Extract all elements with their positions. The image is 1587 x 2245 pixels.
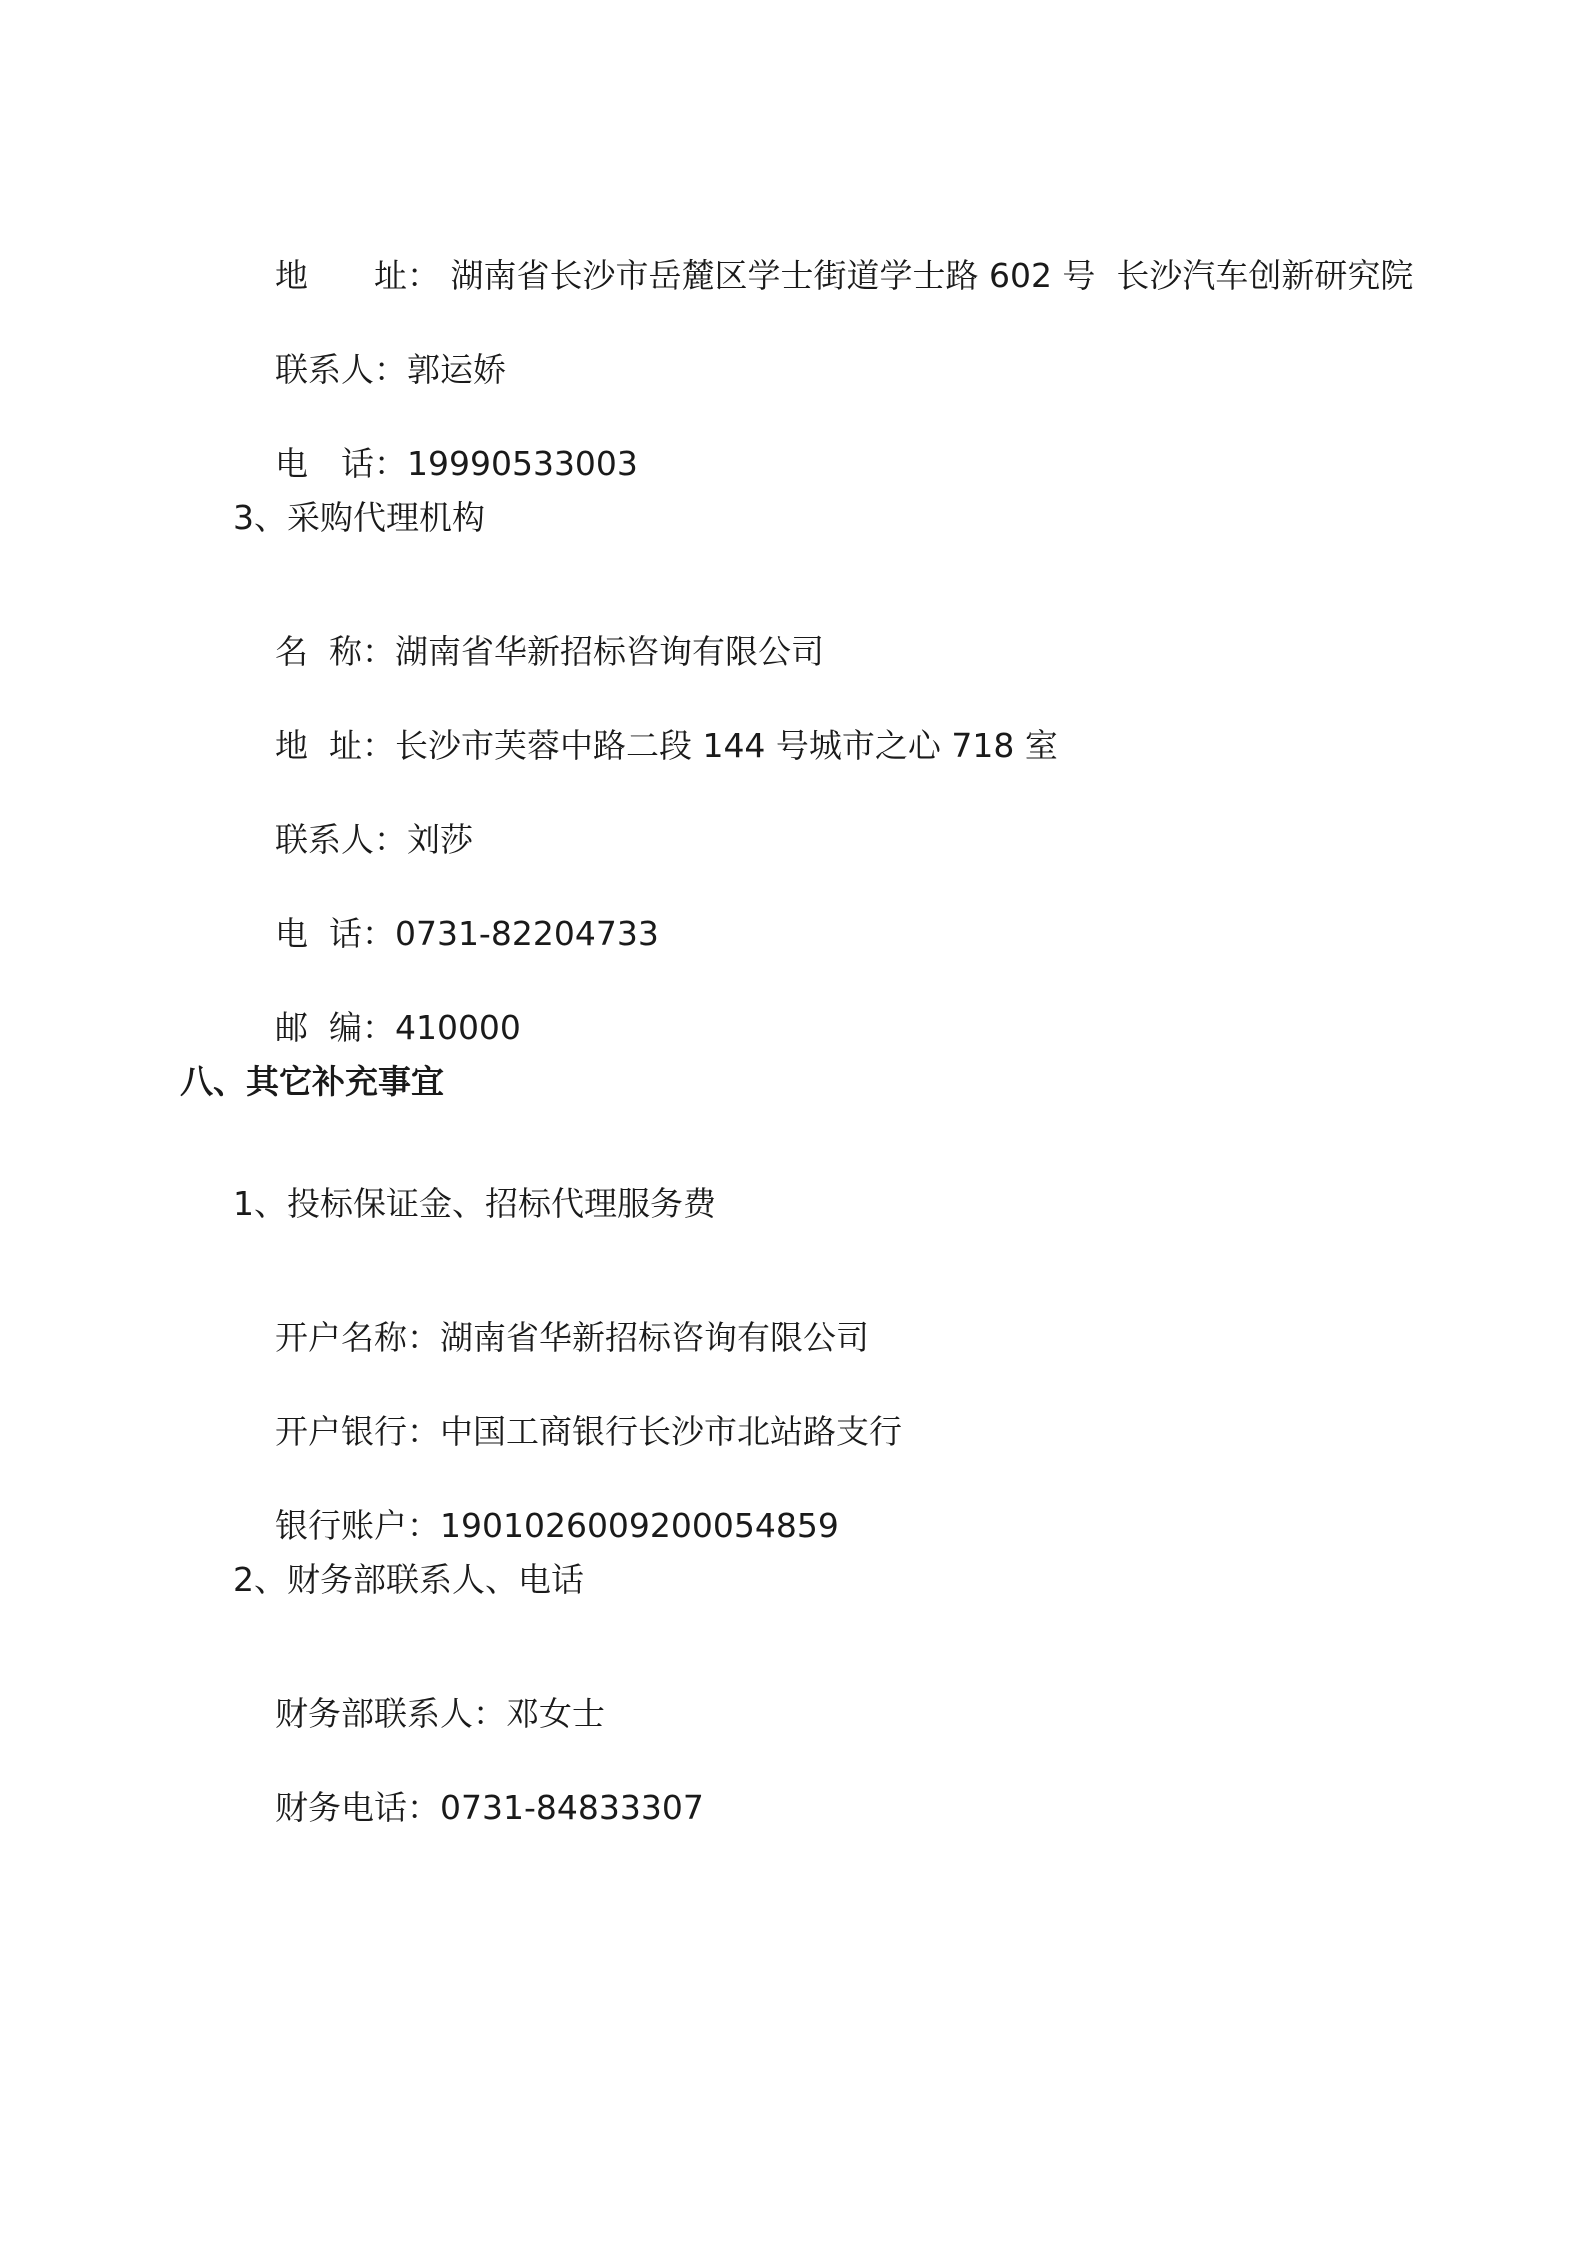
account-name-value: 湖南省华新招标咨询有限公司 — [439, 1318, 869, 1357]
agency-name-label: 名 称： — [274, 632, 395, 671]
agency-name-value: 湖南省华新招标咨询有限公司 — [394, 632, 824, 671]
agency-address-label: 地 址： — [274, 726, 395, 765]
agency-phone-label: 电 话： — [274, 914, 395, 953]
account-name-label: 开户名称： — [274, 1318, 440, 1357]
agency-address-value: 长沙市芙蓉中路二段 144 号城市之心 718 室 — [394, 726, 1058, 765]
agency-phone-value: 0731-82204733 — [394, 914, 659, 953]
finance-phone-value: 0731-84833307 — [439, 1788, 704, 1827]
agency-section-title: 3、采购代理机构 — [233, 498, 485, 537]
finance-contact-value: 邓女士 — [505, 1694, 605, 1733]
purchaser-address-value: 湖南省长沙市岳麓区学士街道学士路 602 号 长沙汽车创新研究院 — [439, 256, 1414, 295]
section8-item1-title: 1、投标保证金、招标代理服务费 — [233, 1184, 716, 1223]
purchaser-phone-label: 电 话： — [274, 444, 407, 483]
finance-phone-line — [233, 1748, 704, 1868]
section8-item2-title: 2、财务部联系人、电话 — [233, 1560, 584, 1599]
account-number-value: 1901026009200054859 — [439, 1506, 839, 1545]
section8-heading: 八、其它补充事宜 — [180, 1062, 444, 1101]
agency-postcode-value: 410000 — [394, 1008, 521, 1047]
purchaser-phone-value: 19990533003 — [406, 444, 638, 483]
purchaser-contact-label: 联系人： — [274, 350, 407, 389]
agency-contact-value: 刘莎 — [406, 820, 473, 859]
bank-value: 中国工商银行长沙市北站路支行 — [439, 1412, 902, 1451]
bank-label: 开户银行： — [274, 1412, 440, 1451]
purchaser-contact-value: 郭运娇 — [406, 350, 506, 389]
finance-contact-label: 财务部联系人： — [274, 1694, 506, 1733]
agency-contact-label: 联系人： — [274, 820, 407, 859]
finance-phone-label: 财务电话： — [274, 1788, 440, 1827]
agency-postcode-label: 邮 编： — [274, 1008, 395, 1047]
account-number-label: 银行账户： — [274, 1506, 440, 1545]
purchaser-address-label: 地 址： — [274, 256, 440, 295]
